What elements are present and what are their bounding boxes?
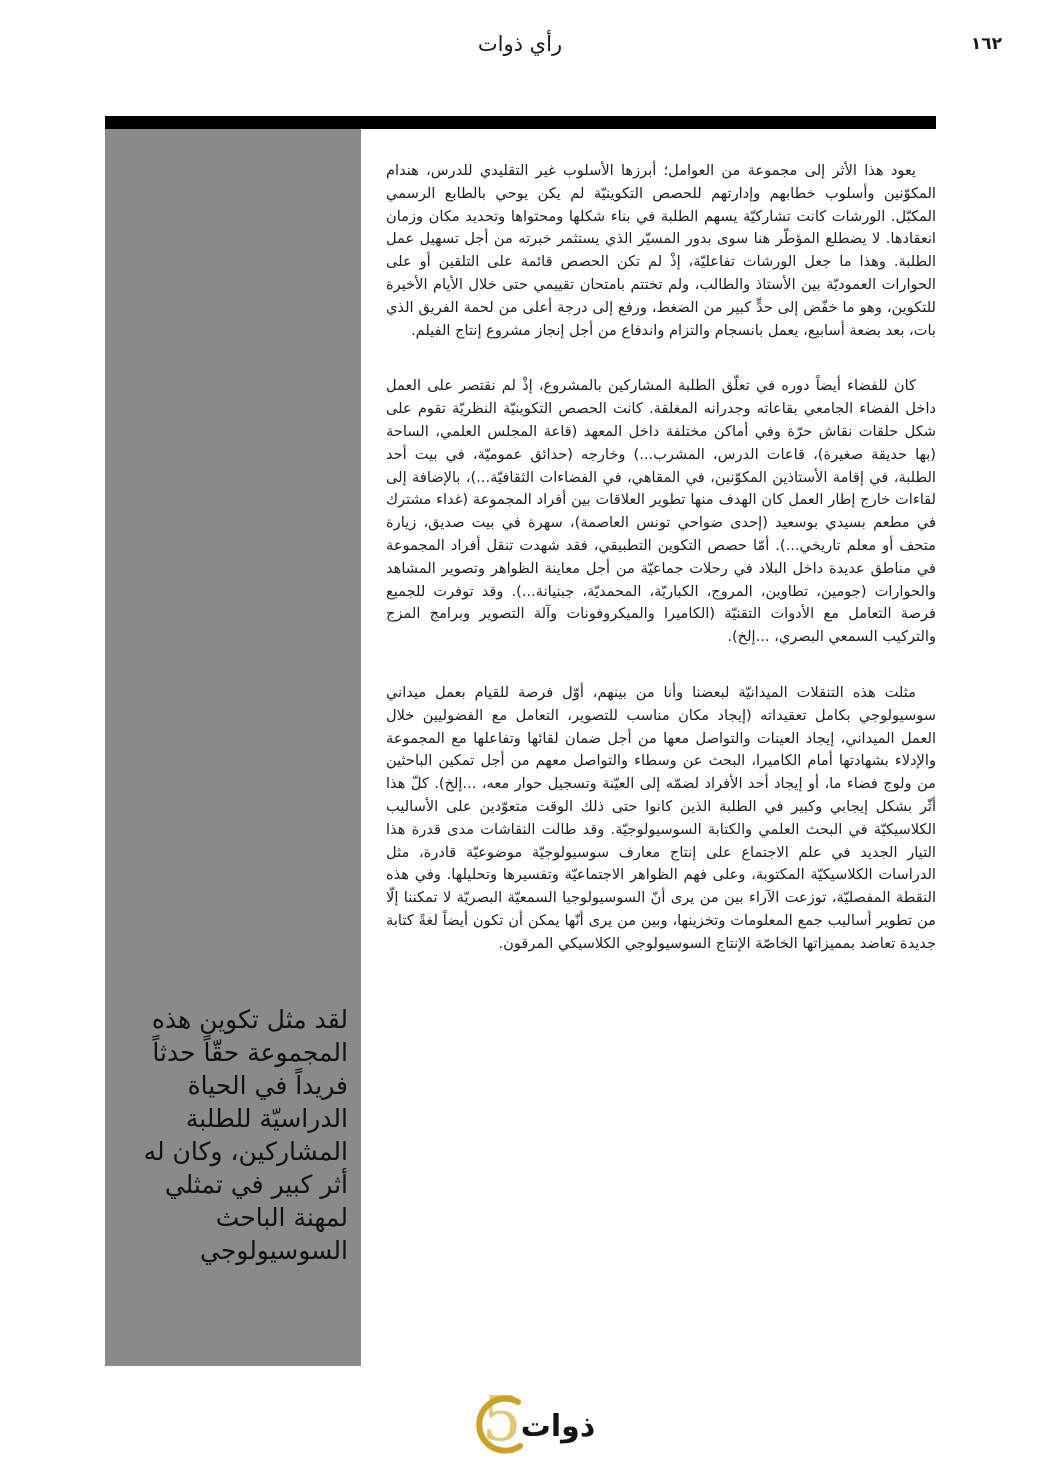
logo-mark-icon [460,1384,610,1454]
running-title: رأي ذوات [477,32,563,56]
logo-number: 5 [482,1384,522,1454]
top-rule [105,116,936,129]
article-body [386,160,936,956]
pull-quote: لقد مثل تكوين هذه المجموعة حقّاً حدثاً فريداً في الحياة الدراسيّة للطلبة المشاركين، وكان له أثر كبير في تمثلي لمهنة الباحث السوسيولوجي [143,1005,348,1265]
paragraph-1: يعود هذا الأثر إلى مجموعة من العوامل؛ أبرزها الأسلوب غير التقليدي للدرس، هندام المكوّنين وأسلوب خطابهم وإدارتهم للحصص التكوينيّة لم يكن يوحي بالطابع الرسمي المكبّل. الورشات كانت تشاركيّة يسهم الطلبة في بناء شكلها ومحتواها وتحديد مكان وزمان انعقادها. لا يضطلع المؤطّر هنا سوى بدور المسيّر الذي يستثمر خبرته من أجل تسهيل عمل الطلبة. وهذا ما جعل الورشات تفاعليّة، إذْ لم تكن الحصص قائمة على التلقين أو على الحوارات العموديّة بين الأستاذ والطالب، ولم تختتم بامتحان تقييمي حتى خلال الأيام الأخيرة للتكوين، وهو ما خفّض إلى حدٍّ كبير من الضغط، ورفع إلى درجة أعلى من لحمة الفريق الذي بات، بعد بضعة أسابيع، يعمل بانسجام والتزام واندفاع من أجل إنجاز مشروع إنتاج الفيلم. [386,162,936,339]
paragraph-2: كان للفضاء أيضاً دوره في تعلّق الطلبة المشاركين بالمشروع، إذْ لم نقتصر على العمل داخل الفضاء الجامعي بقاعاته وجدرانه المغلقة. كانت الحصص التكوينيّة النظريّة تقوم على شكل حلقات نقاش حرّة وفي أماكن مختلفة داخل المعهد (قاعة المجلس العلمي، الساحة (بها حديقة صغيرة)، قاعات الدرس، المشرب...) وخارجه (حدائق عموميّة، في بيت أحد الطلبة، في إقامة الأستاذين المكوّنين، في المقاهي، في الفضاءات الثقافيّة...)، بالإضافة إلى لقاءات خارج إطار العمل كان الهدف منها تطوير العلاقات بين أفراد المجموعة (غداء مشترك في مطعم بسيدي بوسعيد (إحدى ضواحي تونس العاصمة)، سهرة في بيت صديق، زيارة متحف أو معلم تاريخي...). أمّا حصص التكوين التطبيقي، فقد شهدت تنقل أفراد المجموعة في مناطق عديدة داخل البلاد في رحلات جماعيّة من أجل معاينة الظواهر وتصوير المشاهد والحوارات (جومين، تطاوين، المروج، الكباريّة، المحمديّة، جبنيانة...). وقد توفرت للجميع فرصة التعامل مع الأدوات التقنيّة (الكاميرا والميكروفونات وآلة التصوير وبرامج المزج والتركيب السمعي البصري، ...إلخ). [386,377,936,646]
logo-text: ذوات [520,1409,596,1444]
dhawat-logo [460,1384,610,1454]
paragraph-3: مثلت هذه التنقلات الميدانيّة لبعضنا وأنا من بينهم، أوّل فرصة للقيام بعمل ميداني سوسيولوجي بكامل تعقيداته (إيجاد مكان مناسب للتصوير، التعامل مع الفضوليين خلال العمل الميداني، إيجاد العينات والتواصل معها من أجل ضمان لقائها وتفاعلها مع المجموعة والإدلاء بشهادتها أمام الكاميرا، البحث عن وسطاء والتواصل معهم من أجل تمكين الباحثين من ولوج فضاء ما، أو إيجاد أحد الأفراد لضمّه إلى العيّنة وتسجيل حوار معه، ...إلخ). كلّ هذا أثّر بشكل إيجابي وكبير في الطلبة الذين كانوا حتى ذلك الوقت متعوّدين على الأساليب الكلاسيكيّة في البحث العلمي والكتابة السوسيولوجيّة. وقد طالت النقاشات مدى قدرة هذا التيار الجديد في علم الاجتماع على إنتاج معارف سوسيولوجيّة موضوعيّة قادرة، مثل الدراسات الكلاسيكيّة المكتوبة، وعلى فهم الظواهر الاجتماعيّة وتفسيرها وتحليلها. وفي هذه النقطة المفصليّة، توزعت الآراء بين من يرى أنّ السوسيولوجيا السمعيّة البصريّة لا تمكننا إلّا من تطوير أساليب جمع المعلومات وتخزينها، وبين من يرى أنّها يمكن أن تكون أيضاً لغةً كتابة جديدة تعاضد بمميزاتها الخاصّة الإنتاج السوسيولوجي الكلاسيكي المرقون. [386,683,936,952]
page-number: ١٦٢ [970,34,1002,54]
